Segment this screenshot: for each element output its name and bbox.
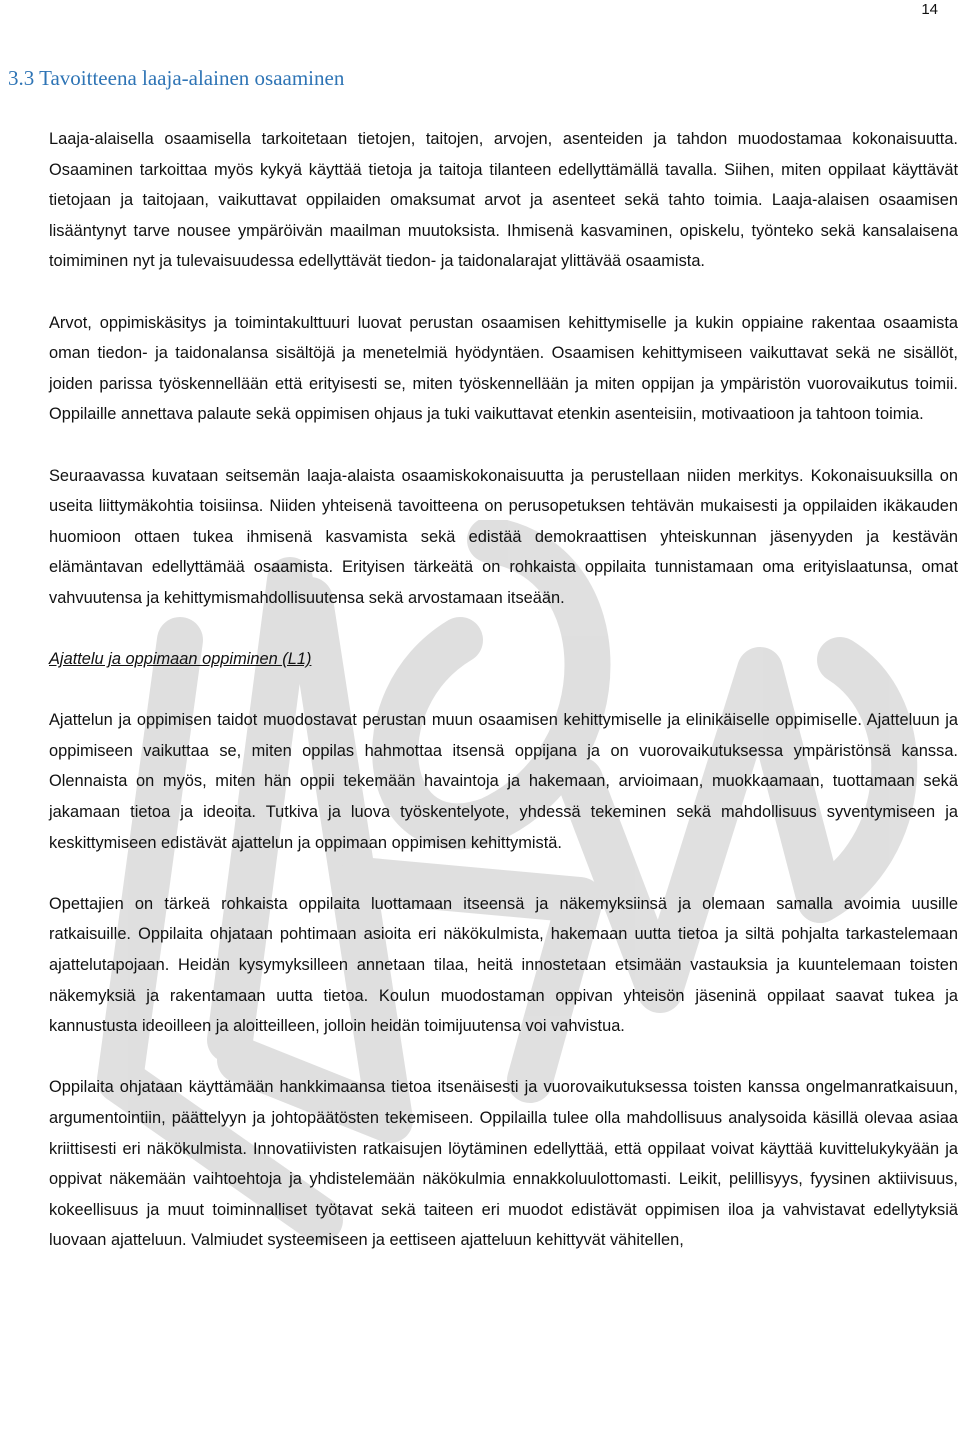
paragraph-2: Arvot, oppimiskäsitys ja toimintakulttuuri luovat perustan osaamisen kehittymiselle ja kukin oppiaine rakentaa osaamista oman tiedon- ja taidonalansa sisältöjä ja menetelmiä hyödyntäen. Osaamisen kehittymiseen vaikuttavat sekä ne sisällöt, joiden parissa työskennellään että erityisesti se, miten työskennellään ja miten oppijan ja ympäristön vuorovaikutus toimii. Oppilaille annettava palaute sekä oppimisen ohjaus ja tuki vaikuttavat etenkin asenteisiin, motivaatioon ja tahtoon toimia. [49,313,958,424]
document-body [49,124,958,1287]
subsection-heading: Ajattelu ja oppimaan oppiminen (L1) [49,650,312,669]
subsection-paragraph-3: Oppilaita ohjataan käyttämään hankkimaansa tietoa itsenäisesti ja vuorovaikutuksessa toisten kanssa ongelmanratkaisuun, argumentointiin, päättelyyn ja johtopäätösten tekemiseen. Oppilailla tulee olla mahdollisuus analysoida käsillä olevaa asiaa kriittisesti eri näkökulmista. Innovatiivisten ratkaisujen löytäminen edellyttää, että oppilaat voivat käyttää kuvittelukykyään ja oppivat näkemään vaihtoehtoja ja yhdistelemään näkökulmia ennakkoluulottomasti. Leikit, pelillisyys, fyysinen aktiivisuus, kokeellisuus ja muut toiminnalliset työtavat sekä taiteen eri muodot edistävät oppimisen iloa ja vahvistavat edellytyksiä luovaan ajatteluun. Valmiudet systeemiseen ja eettiseen ajatteluun kehittyvät vähitellen, [49,1078,958,1250]
subsection-paragraph-2: Opettajien on tärkeä rohkaista oppilaita luottamaan itseensä ja näkemyksiinsä ja olemaan samalla avoimia uusille ratkaisuille. Oppilaita ohjataan pohtimaan asioita eri näkökulmista, hakemaan uutta tietoa ja siltä pohjalta tarkastelemaan ajattelutapojaan. Heidän kysymyksilleen annetaan tilaa, heitä innostetaan etsimään vastauksia ja kuuntelemaan toisten näkemyksiä ja rakentamaan uutta tietoa. Koulun muodostaman oppivan yhteisön jäseninä oppilaat saavat tukea ja kannustusta ideoilleen ja aloitteilleen, jolloin heidän toimijuutensa voi vahvistua. [49,894,958,1036]
paragraph-1: Laaja-alaisella osaamisella tarkoitetaan tietojen, taitojen, arvojen, asenteiden ja tahdon muodostamaa kokonaisuutta. Osaaminen tarkoittaa myös kykyä käyttää tietoja ja taitoja tilanteen edellyttämällä tavalla. Siihen, miten oppilaat käyttävät tietojaan ja taitojaan, vaikuttavat oppilaiden omaksumat arvot ja asenteet sekä tahto toimia. Laaja-alaisen osaamisen lisääntynyt tarve nousee ympäröivän maailman muutoksista. Ihmisenä kasvaminen, opiskelu, työnteko sekä kansalaisena toimiminen nyt ja tulevaisuudessa edellyttävät tiedon- ja taidonalarajat ylittävää osaamista. [49,130,958,271]
page-number: 14 [921,1,938,18]
subsection-paragraph-1: Ajattelun ja oppimisen taidot muodostavat perustan muun osaamisen kehittymiselle ja elinikäiselle oppimiselle. Ajatteluun ja oppimiseen vaikuttaa se, miten oppilas hahmottaa itsensä oppijana ja on vuorovaikutuksessa ympäristönsä kanssa. Olennaista on myös, miten hän oppii tekemään havaintoja ja hakemaan, arvioimaan, muokkaamaan, tuottamaan sekä jakamaan tietoa ja ideoita. Tutkiva ja luova työskentelyote, yhdessä tekeminen sekä mahdollisuus syventymiseen ja keskittymiseen edistävät ajattelun ja oppimaan oppimisen kehittymistä. [49,711,958,852]
paragraph-3: Seuraavassa kuvataan seitsemän laaja-alaista osaamiskokonaisuutta ja perustellaan niiden merkitys. Kokonaisuuksilla on useita liittymäkohtia toisiinsa. Niiden yhteisenä tavoitteena on perusopetuksen tehtävän mukaisesti ja oppilaiden ikäkauden huomioon ottaen tukea ihmisenä kasvamista sekä edistää demokraattisen yhteiskunnan jäsenyyden ja kestävän elämäntavan edellyttämää osaamista. Erityisen tärkeätä on rohkaista oppilaita tunnistamaan oma erityislaatunsa, omat vahvuutensa ja kehittymismahdollisuutensa sekä arvostamaan itseään. [49,466,958,607]
section-heading: 3.3 Tavoitteena laaja-alainen osaaminen [8,66,345,90]
